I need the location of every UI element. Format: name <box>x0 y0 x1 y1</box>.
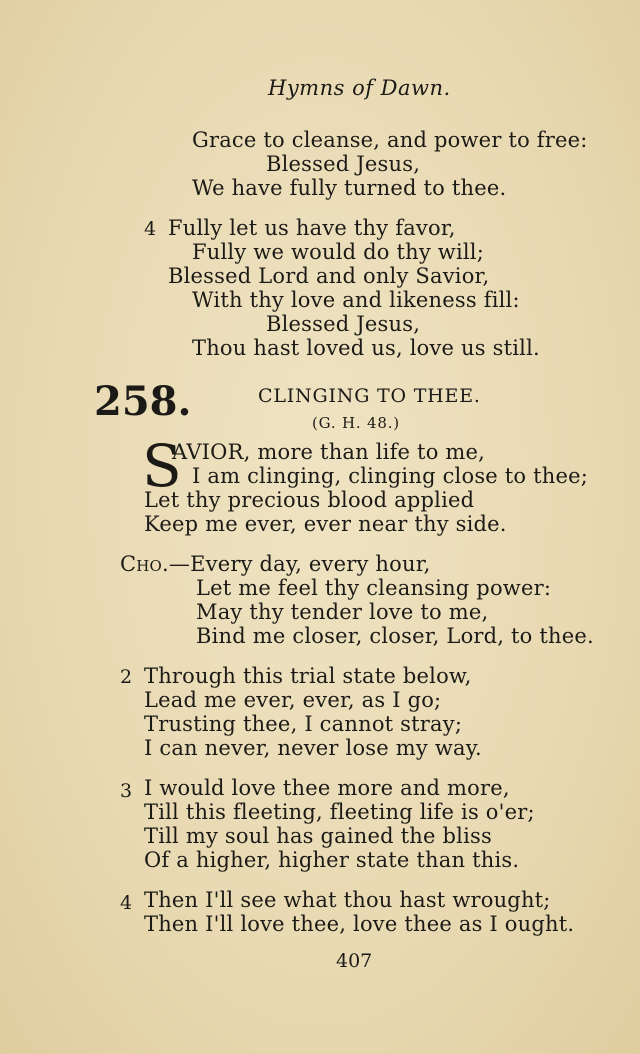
verse-line: I am clinging, clinging close to thee; <box>192 464 589 488</box>
verse-line: I can never, never lose my way. <box>144 736 482 760</box>
tune-reference: (G. H. 48.) <box>312 414 400 432</box>
verse-line: Of a higher, higher state than this. <box>144 848 520 872</box>
verse-line: Trusting thee, I cannot stray; <box>144 712 463 736</box>
verse-line: Lead me ever, ever, as I go; <box>144 688 442 712</box>
verse-line: Blessed Jesus, <box>266 312 421 336</box>
hymn-number: 258. <box>94 378 192 425</box>
verse-line: Blessed Jesus, <box>266 152 421 176</box>
page-number: 407 <box>336 950 373 972</box>
verse-line: Keep me ever, ever near thy side. <box>144 512 507 536</box>
verse-line: Then I'll love thee, love thee as I ought. <box>144 912 575 936</box>
chorus-first-line <box>120 552 431 576</box>
chorus-label: Cho. <box>120 552 169 576</box>
verse-line: I would love thee more and more, <box>144 776 510 800</box>
verse-line: Through this trial state below, <box>144 664 472 688</box>
verse-line: Till this fleeting, fleeting life is o'er; <box>144 800 535 824</box>
verse-line: Grace to cleanse, and power to free: <box>192 128 588 152</box>
verse-line: AVIOR, more than life to me, <box>172 440 486 464</box>
verse-number: 4 <box>120 892 133 914</box>
chorus-line: Bind me closer, closer, Lord, to thee. <box>196 624 594 648</box>
running-header: Hymns of Dawn. <box>268 76 451 100</box>
verse-line: With thy love and likeness fill: <box>192 288 520 312</box>
verse-line: Blessed Lord and only Savior, <box>168 264 490 288</box>
verse-line: We have fully turned to thee. <box>192 176 507 200</box>
drop-cap: S <box>142 432 182 500</box>
verse-number: 3 <box>120 780 133 802</box>
verse-line: Till my soul has gained the bliss <box>144 824 492 848</box>
verse-line: Then I'll see what thou hast wrought; <box>144 888 551 912</box>
chorus-line: Let me feel thy cleansing power: <box>196 576 552 600</box>
verse-line: Fully let us have thy favor, <box>168 216 456 240</box>
chorus-line: —Every day, every hour, <box>168 552 431 576</box>
hymn-title: CLINGING TO THEE. <box>258 385 481 407</box>
verse-number: 4 <box>144 218 157 240</box>
verse-line: Fully we would do thy will; <box>192 240 484 264</box>
verse-line: Thou hast loved us, love us still. <box>192 336 540 360</box>
verse-number: 2 <box>120 666 133 688</box>
chorus-line: May thy tender love to me, <box>196 600 489 624</box>
verse-line: Let thy precious blood applied <box>144 488 475 512</box>
